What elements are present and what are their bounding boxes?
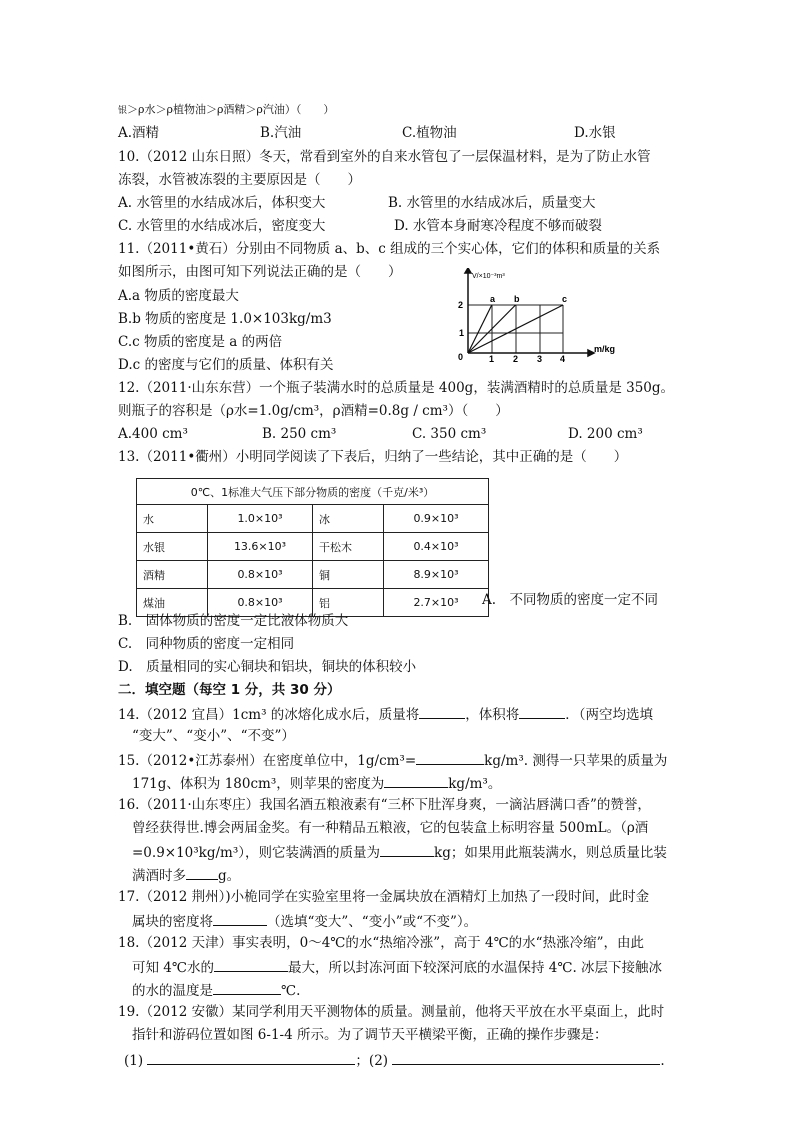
q17-line2: [132, 911, 477, 931]
x-axis-label: m/kg: [594, 344, 616, 354]
q16-text-a: =0.9×10³kg/m³），则它装满酒的质量为: [132, 845, 381, 861]
q10-option-d: D. 水管本身耐寒冷程度不够而破裂: [394, 218, 602, 234]
stem-rest: ＞ρ水＞ρ植物油＞ρ酒精＞ρ汽油）（ ）: [127, 103, 335, 116]
q16-text-b: kg；如果用此瓶装满水，则总质量比装: [434, 845, 667, 861]
volume-mass-graph: [448, 268, 623, 363]
q19-blank-1[interactable]: [147, 1050, 355, 1065]
table-cell: 0.8×10³: [208, 561, 313, 589]
q15-text-b: kg/m³. 测得一只苹果的质量为: [484, 753, 668, 769]
q11-option-c: C.c 物质的密度是 a 的两倍: [118, 334, 283, 350]
q9-option-c: C.植物油: [402, 125, 457, 141]
point-label-a: a: [490, 294, 496, 304]
table-cell: 8.9×10³: [384, 561, 489, 589]
q11-line2: 如图所示，由图可知下列说法正确的是（ ）: [118, 264, 402, 280]
table-cell: 干松木: [313, 533, 384, 561]
q14-text-a: 14.（2012 宜昌）1cm³ 的冰熔化成水后，质量将: [118, 707, 420, 723]
table-cell: 1.0×10³: [208, 505, 313, 533]
table-cell: 煤油: [137, 589, 208, 617]
table-cell: 冰: [313, 505, 384, 533]
table-cell: 酒精: [137, 561, 208, 589]
table-cell: 0.4×10³: [384, 533, 489, 561]
table-cell: 水银: [137, 533, 208, 561]
q16-text-c: 满酒时多: [132, 868, 186, 884]
q14-blank-1[interactable]: [419, 704, 465, 719]
q11-option-a: A.a 物质的密度最大: [118, 288, 239, 304]
series-line-a: [468, 305, 492, 353]
q17-text-b: （选填“变大”、“变小”或“不变”）。: [267, 914, 478, 930]
x-tick-4: 4: [560, 354, 566, 363]
q19-line1: 19.（2012 安徽）某同学利用天平测物体的质量。测量前，他将天平放在水平桌面上，此时: [118, 1004, 665, 1020]
q18-line3: [132, 980, 300, 1000]
q9-stem-tail: [118, 100, 334, 120]
q15-blank-2[interactable]: [384, 773, 448, 788]
table-cell: 2.7×10³: [384, 589, 489, 617]
q10-option-b: B. 水管里的水结成冰后，质量变大: [388, 195, 596, 211]
q17-line1: 17.（2012 荆州）)小桅同学在实验室里将一金属块放在酒精灯上加热了一段时间，此时金: [118, 889, 650, 905]
q19-line3: [124, 1050, 665, 1070]
q18-blank-2[interactable]: [213, 980, 281, 995]
q19-step1-label: (1): [124, 1053, 144, 1069]
table-title: 0℃、1标准大气压下部分物质的密度（千克/米³）: [137, 479, 489, 505]
table-cell: 水: [137, 505, 208, 533]
q12-line1: 12.（2011·山东东营）一个瓶子装满水时的总质量是 400g，装满酒精时的总质量是 350g。: [118, 380, 675, 396]
q15-text-d: kg/m³。: [448, 776, 502, 792]
q18-line1: 18.（2012 天津）事实表明，0～4℃的水“热缩冷涨”，高于 4℃的水“热涨冷缩”，由此: [118, 935, 644, 951]
x-tick-2: 2: [513, 354, 519, 363]
q18-text-c: 的水的温度是: [132, 983, 213, 999]
q13-option-d: D. 质量相同的实心铜块和铝块，铜块的体积较小: [118, 659, 417, 675]
q12-option-b: B. 250 cm³: [262, 426, 337, 442]
q14-blank-2[interactable]: [519, 704, 565, 719]
table-row: [137, 505, 489, 533]
table-cell: 铜: [313, 561, 384, 589]
q10-option-c: C. 水管里的水结成冰后，密度变大: [118, 218, 326, 234]
q17-blank[interactable]: [213, 911, 267, 926]
q14-text-c: ．（两空均选填: [565, 707, 654, 723]
table-cell: 铝: [313, 589, 384, 617]
q11-option-d: D.c 的密度与它们的质量、体积有关: [118, 357, 334, 373]
q19-line2: 指针和游码位置如图 6-1-4 所示。为了调节天平横梁平衡，正确的操作步骤是：: [132, 1027, 608, 1043]
q16-blank-1[interactable]: [380, 842, 434, 857]
table-title-row: [137, 479, 489, 505]
q16-line3: [132, 842, 667, 862]
q10-line1: 10.（2012 山东日照）冬天，常看到室外的自来水管包了一层保温材料，是为了防止水管: [118, 149, 651, 165]
q17-text-a: 属块的密度将: [132, 914, 213, 930]
y-axis-arrow: [465, 268, 471, 273]
q9-option-d: D.水银: [574, 125, 616, 141]
q13-option-b: B. 固体物质的密度一定比液体物质大: [118, 613, 349, 629]
q18-text-d: ℃.: [281, 983, 301, 999]
density-table: [136, 478, 489, 617]
q14-text-b: ，体积将: [465, 707, 520, 723]
point-label-c: c: [562, 294, 568, 304]
q18-text-a: 可知 4℃水的: [132, 960, 214, 976]
q12-option-d: D. 200 cm³: [568, 426, 643, 442]
q15-line2: [132, 773, 501, 793]
q15-text-c: 171g、体积为 180cm³，则苹果的密度为: [132, 776, 385, 792]
q16-line1: 16.（2011·山东枣庄）我国名酒五粮液素有“三杯下肚浑身爽，一滴沾唇满口香”的赞誉，: [118, 797, 651, 813]
y-tick-2: 2: [458, 300, 464, 310]
q13-option-a: A. 不同物质的密度一定不同: [482, 592, 659, 608]
q10-option-a: A. 水管里的水结成冰后，体积变大: [118, 195, 326, 211]
table-cell: 13.6×10³: [208, 533, 313, 561]
y-tick-0: 0: [458, 352, 464, 362]
q15-blank-1[interactable]: [416, 750, 484, 765]
q11-line1: 11.（2011•黄石）分别由不同物质 a、b、c 组成的三个实心体，它们的体积和质量的关系: [118, 241, 661, 257]
q12-option-c: C. 350 cm³: [412, 426, 487, 442]
q19-end: .: [660, 1053, 665, 1069]
table-cell: 0.9×10³: [384, 505, 489, 533]
q9-option-a: A.酒精: [118, 125, 160, 141]
table-row: [137, 533, 489, 561]
graph-axes: [465, 268, 594, 356]
q18-text-b: 最大，所以封冻河面下较深河底的水温保持 4℃. 冰层下接触冰: [287, 960, 663, 976]
y-axis-label: V/×10⁻³m³: [472, 273, 505, 280]
q19-blank-2[interactable]: [392, 1050, 660, 1065]
q13-line1: 13.（2011•衢州）小明同学阅读了下表后，归纳了一些结论，其中正确的是（ ）: [118, 449, 628, 465]
stem-prefix: 银: [118, 106, 128, 116]
q14-line1: [118, 704, 653, 724]
table-row: [137, 561, 489, 589]
q16-text-d: g。: [218, 868, 241, 884]
q12-line2: 则瓶子的容积是（ρ水=1.0g/cm³，ρ酒精=0.8g / cm³）（ ）: [118, 403, 509, 419]
q15-line1: [118, 750, 667, 770]
q12-option-a: A.400 cm³: [118, 426, 188, 442]
q18-blank-1[interactable]: [214, 957, 288, 972]
q13-option-c: C. 同种物质的密度一定相同: [118, 636, 295, 652]
q10-line2: 冻裂，水管被冻裂的主要原因是（ ）: [118, 172, 361, 188]
q16-blank-2[interactable]: [186, 865, 218, 880]
q18-line2: [132, 957, 662, 977]
point-label-b: b: [514, 294, 520, 304]
q19-step2-label: ；(2): [355, 1053, 389, 1069]
x-tick-1: 1: [489, 354, 495, 363]
q16-line2: 曾经获得世.博会两届金奖。有一种精品五粮液，它的包装盒上标明容量 500mL。（ρ酒: [132, 820, 649, 836]
table-cell: 0.8×10³: [208, 589, 313, 617]
q9-option-b: B.汽油: [260, 125, 302, 141]
section-heading: 二．填空题（每空 1 分，共 30 分）: [118, 682, 341, 698]
q15-text-a: 15.（2012•江苏泰州）在密度单位中，1g/cm³=: [118, 753, 417, 769]
q14-line2: “变大”、“变小”、“不变”）: [132, 728, 295, 744]
q16-line4: [132, 865, 240, 885]
q11-option-b: B.b 物质的密度是 1.0×103kg/m3: [118, 311, 332, 327]
y-tick-1: 1: [459, 328, 465, 338]
x-tick-3: 3: [537, 354, 543, 363]
